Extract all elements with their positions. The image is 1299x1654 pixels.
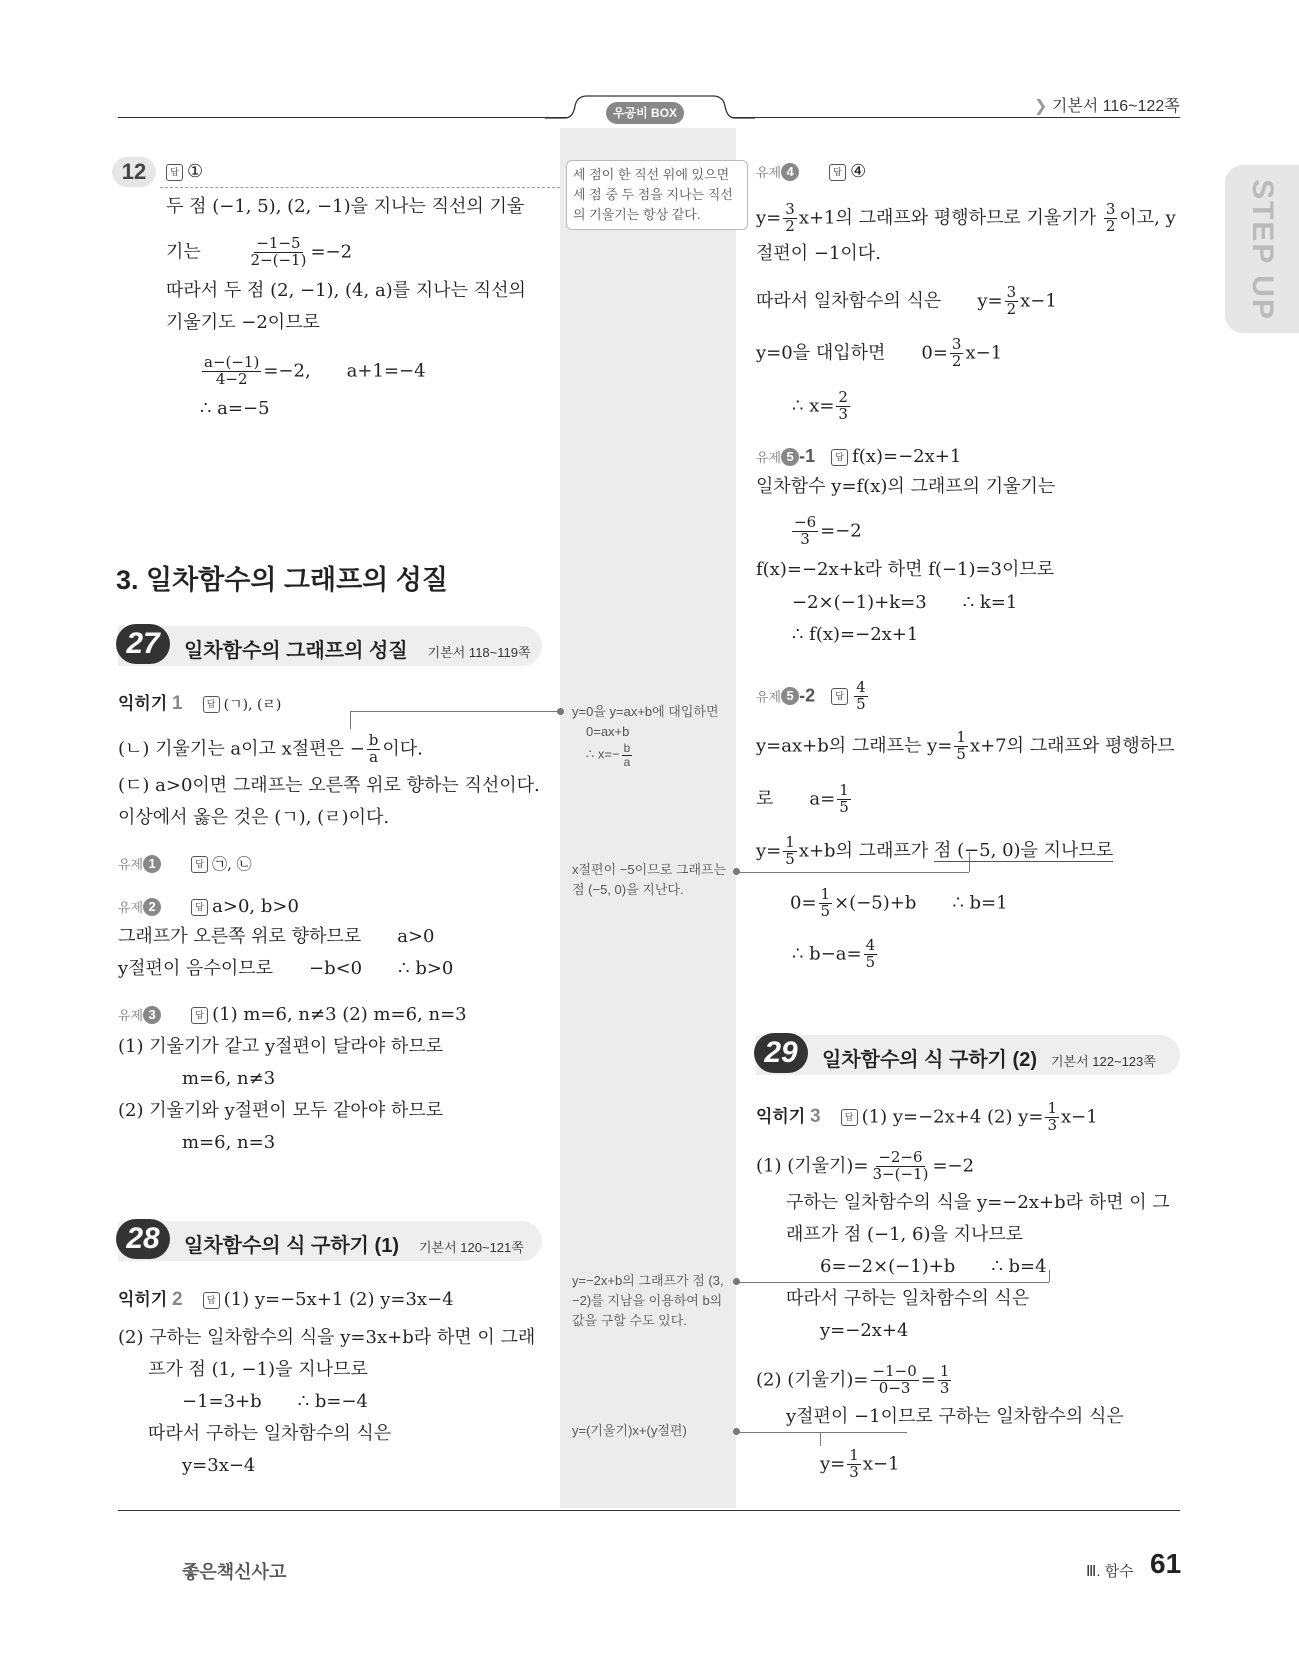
answer-icon: 답 (191, 1007, 208, 1024)
sec28-number: 28 (116, 1219, 170, 1259)
y51-line1: 일차함수 y=f(x)의 그래프의 기울기는 (756, 476, 1056, 497)
q12-line2: 기는 $\frac{-1-5}{2-(-1)}$ =−2 (166, 234, 353, 269)
ik3-line4: 6=−2×(−1)+b ∴ b=4 (820, 1256, 1047, 1277)
y1-header: 유제 1 답 ㉠, ㉡ (118, 855, 252, 873)
step-tab-label: STEP UP (1246, 179, 1279, 321)
footer-rule (118, 1510, 1180, 1511)
y51-line4: ∴ f(x)=−2x+1 (792, 624, 919, 645)
ik3-line7: (2) (기울기)= $\frac{-1-0}{0-3}$ = $\frac{1}{3}$ (756, 1362, 950, 1397)
y3-line2: m=6, n≠3 (182, 1068, 276, 1089)
y4-line1: y= $\frac{3}{2}$ x+1의 그래프와 평행하므로 기울기가 $\frac{3}{2}$ 이고, y (756, 200, 1176, 235)
y52-line1: y=ax+b의 그래프는 y= $\frac{1}{5}$ x+7의 그래프와 평행하므 (756, 728, 1175, 763)
y2-line1: 그래프가 오른쪽 위로 향하므로 a>0 (118, 926, 435, 947)
y4-line4: y=0을 대입하면 0= $\frac{3}{2}$ x−1 (756, 335, 1003, 370)
ik2-line1: (2) 구하는 일차함수의 식을 y=3x+b라 하면 이 그래 (118, 1327, 536, 1348)
box-label: 우공비 BOX (606, 102, 684, 124)
leader-dot (557, 708, 564, 715)
q12-line4: 기울기도 −2이므로 (166, 312, 320, 333)
y52-line5: ∴ b−a= $\frac{4}{5}$ (792, 936, 876, 971)
ik1-header: 익히기 1 답 (ㄱ), (ㄹ) (118, 693, 282, 714)
ik1-line1: (ㄴ) 기울기는 a이고 x절편은 − $\frac{b}{a}$ 이다. (118, 731, 423, 766)
sec27-number: 27 (116, 624, 170, 664)
answer-icon: 답 (831, 449, 848, 466)
note-xint2: x절편이 −5이므로 그래프는 점 (−5, 0)을 지난다. (572, 862, 727, 897)
ik1-line3: 이상에서 옳은 것은 (ㄱ), (ㄹ)이다. (118, 807, 390, 828)
y52-line2: 로 a= $\frac{1}{5}$ (756, 781, 849, 816)
q12-line6: ∴ a=−5 (200, 398, 270, 419)
ik2-line3: −1=3+b ∴ b=−4 (182, 1391, 368, 1412)
sec28-heading: 일차함수의 식 구하기 (1) 기본서 120~121쪽 (184, 1235, 524, 1257)
note-form: y=(기울기)x+(y절편) (572, 1423, 687, 1438)
leader-line (737, 1432, 907, 1433)
page-number: 61 (1150, 1548, 1182, 1579)
box-note: 세 점이 한 직선 위에 있으면 세 점 중 두 점을 지나는 직선의 기울기는 항상 같다. (566, 160, 748, 230)
leader-line (820, 1432, 821, 1446)
ik2-header: 익히기 2 답 (1) y=−5x+1 (2) y=3x−4 (118, 1289, 454, 1310)
y51-line2: f(x)=−2x+k라 하면 f(−1)=3이므로 (756, 559, 1055, 580)
sec27-heading: 일차함수의 그래프의 성질 기본서 118~119쪽 (184, 640, 531, 662)
chapter-title: 3. 일차함수의 그래프의 성질 (116, 565, 448, 595)
ik3-line6: y=−2x+4 (820, 1320, 909, 1341)
ik2-line5: y=3x−4 (182, 1455, 256, 1476)
leader-line (350, 711, 351, 729)
ik3-line3: 래프가 점 (−1, 6)을 지나므로 (786, 1224, 1024, 1245)
leader-line (350, 711, 562, 712)
ik3-line8: y절편이 −1이므로 구하는 일차함수의 식은 (786, 1406, 1124, 1427)
y3-line3: (2) 기울기와 y절편이 모두 같아야 하므로 (118, 1100, 444, 1121)
answer-icon: 답 (829, 164, 846, 181)
y2-line2: y절편이 음수이므로 −b<0 ∴ b>0 (118, 958, 454, 979)
leader-line (737, 872, 969, 873)
q12-line5: $\frac{a-(-1)}{4-2}$ =−2, a+1=−4 (204, 353, 426, 388)
ik3-header: 익히기 3 답 (1) y=−2x+4 (2) y= $\frac{1}{3}$ x−1 (756, 1099, 1098, 1134)
y52-line3: y= $\frac{1}{5}$ x+b의 그래프가 점 (−5, 0)을 지나므로 (756, 833, 1114, 868)
y2-header: 유제 2 답 a>0, b>0 (118, 896, 299, 917)
y3-header: 유제 3 답 (1) m=6, n≠3 (2) m=6, n=3 (118, 1004, 467, 1025)
ik1-line2: (ㄷ) a>0이면 그래프는 오른쪽 위로 향하는 직선이다. (118, 775, 540, 796)
footer-chapter: Ⅲ. 함수 (1086, 1563, 1134, 1580)
answer-icon: 답 (191, 899, 208, 916)
leader-line (1049, 1270, 1050, 1282)
answer-icon: 답 (831, 688, 848, 705)
ik2-line4: 따라서 구하는 일차함수의 식은 (148, 1423, 392, 1444)
y3-line4: m=6, n=3 (182, 1132, 276, 1153)
sec29-number: 29 (754, 1033, 808, 1073)
leader-line (737, 1282, 1049, 1283)
y4-header: 유제 4 답 ④ (756, 161, 867, 182)
ik3-line1: (1) (기울기)= $\frac{-2-6}{3-(-1)}$ =−2 (756, 1148, 975, 1183)
y52-header: 유제 5 -2 답 $\frac{4}{5}$ (756, 678, 866, 713)
q12-line1: 두 점 (−1, 5), (2, −1)을 지나는 직선의 기울 (166, 196, 525, 217)
header-ref: ❯ 기본서 116~122쪽 (1034, 98, 1180, 115)
ik3-line2: 구하는 일차함수의 식을 y=−2x+b라 하면 이 그 (786, 1192, 1170, 1213)
y52-line4: 0= $\frac{1}{5}$ ×(−5)+b ∴ b=1 (790, 885, 1008, 920)
y4-line2: 절편이 −1이다. (756, 243, 881, 264)
ik3-line9: y= $\frac{1}{3}$ x−1 (820, 1446, 900, 1481)
answer-icon: 답 (841, 1109, 858, 1126)
sec29-heading: 일차함수의 식 구하기 (2) 기본서 122~123쪽 (822, 1049, 1156, 1071)
q12-dash (160, 187, 560, 188)
y4-line3: 따라서 일차함수의 식은 y= $\frac{3}{2}$ x−1 (756, 283, 1057, 318)
y51-frac: $\frac{-6}{3}$ =−2 (794, 513, 862, 548)
note-point: y=−2x+b의 그래프가 점 (3, −2)를 지남을 이용하여 b의 값을 구할 수도 있다. (572, 1273, 724, 1328)
answer-icon: 답 (203, 1292, 220, 1309)
chevron-right-icon: ❯ (1034, 98, 1052, 115)
y3-line1: (1) 기울기가 같고 y절편이 달라야 하므로 (118, 1036, 444, 1057)
q12-answer: 답 ① (166, 161, 203, 183)
ik3-line5: 따라서 구하는 일차함수의 식은 (786, 1288, 1030, 1309)
y51-line3: −2×(−1)+k=3 ∴ k=1 (792, 592, 1018, 613)
q12-line3: 따라서 두 점 (2, −1), (4, a)를 지나는 직선의 (166, 280, 526, 301)
note-xint: y=0을 y=ax+b에 대입하면 0=ax+b ∴ x=− $\frac{b}{a}$ (572, 704, 719, 769)
y51-header: 유제 5 -1 답 f(x)=−2x+1 (756, 446, 962, 467)
answer-icon: 답 (203, 696, 220, 713)
y4-line5: ∴ x= $\frac{2}{3}$ (792, 388, 848, 423)
answer-icon: 답 (191, 856, 208, 873)
q12-number: 12 (112, 157, 156, 187)
ik2-line2: 프가 점 (1, −1)을 지나므로 (148, 1359, 368, 1380)
footer-brand: 좋은책신사고 (182, 1562, 287, 1582)
answer-icon: 답 (166, 164, 183, 181)
